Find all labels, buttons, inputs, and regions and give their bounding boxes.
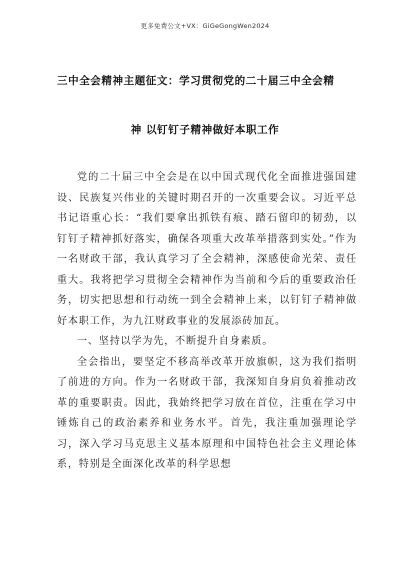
document-title-line-2: 神 以钉钉子精神做好本职工作 [130,124,280,136]
paragraph-section-1: 全会指出，要坚定不移高举改革开放旗帜，这为我们指明了前进的方向。作为一名财政干部，我深知自身肩负着推动改革的重要职责。因此，我始终把学习放在首位，注重在学习中锤炼自己的政治素养和业务水平。首先，我注重加强理论学习，深入学习马克思主义基本原理和中国特色社会主义理论体系，特别是全面深化改革的科学思想 [57,356,357,470]
paragraph-intro: 党的二十届三中全会是在以中国式现代化全面推进强国建设、民族复兴伟业的关键时期召开的一次重要会议。习近平总书记语重心长：“我们要拿出抓铁有痕、踏石留印的韧劲，以钉钉子精神抓好落实，确保各项重大改革举措落到实处。”作为一名财政干部，我认真学习了全会精神，深感使命光荣、责任重大。我将把学习贯彻全会精神作为当前和今后的重要政治任务，切实把思想和行动统一到全会精神上来，以钉钉子精神做好本职工作，为九江财政事业的发展添砖加瓦。 [57,172,357,327]
document-title-line-1: 三中全会精神主题征文：学习贯彻党的二十届三中全会精 [57,75,335,87]
section-heading-1: 一、坚持以学为先，不断提升自身素质。 [77,336,274,347]
document-body [57,168,357,476]
header-note: 更多免费公文+VX：GiGeGongWen2024 [140,22,270,30]
